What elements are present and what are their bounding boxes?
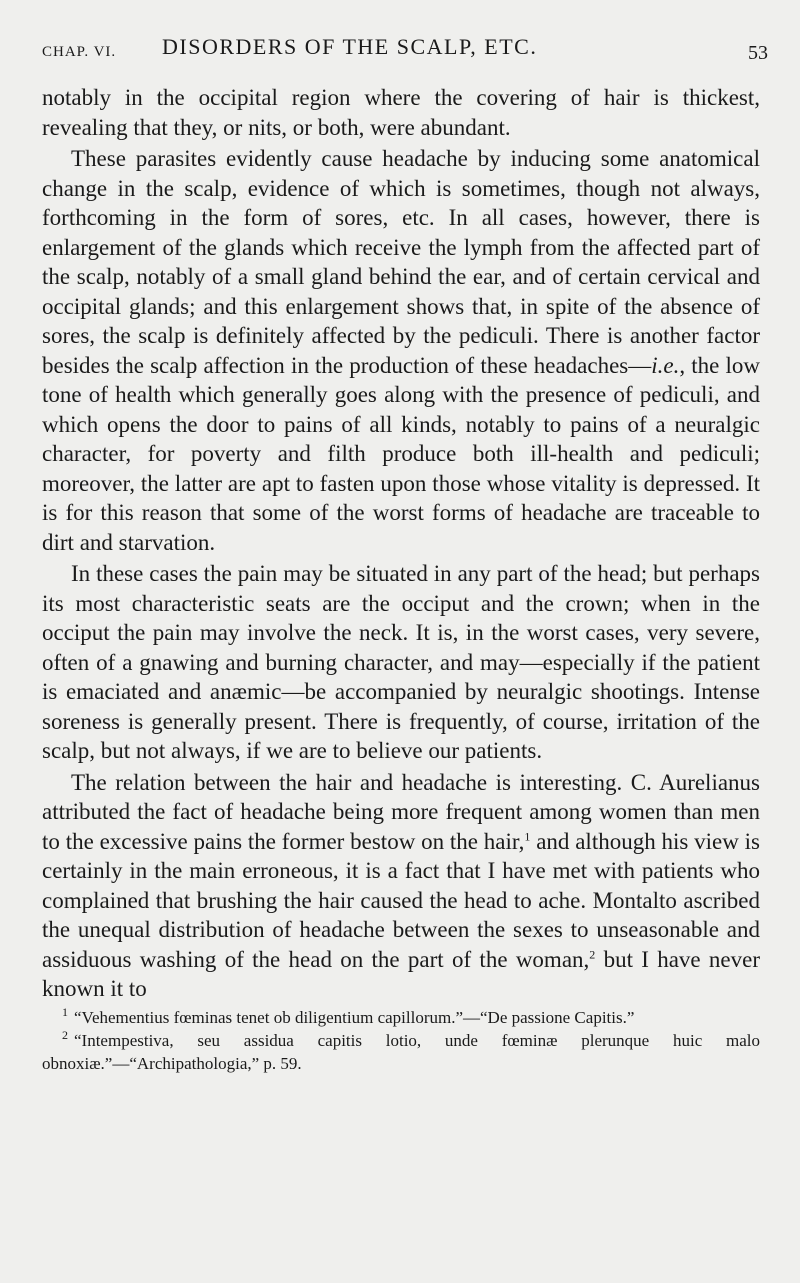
footnote-number: 1 — [62, 1004, 68, 1019]
paragraph-continued: notably in the occipital region where the covering of hair is thickest, revealing that they, or nits, or both, were abundant. — [42, 85, 760, 140]
footnote-text: “Intempestiva, seu assidua capitis lotio, unde fœminæ plerunque huic malo obnoxiæ.”—“Archipathologia,” p. 59. — [42, 1030, 760, 1073]
footnote-number: 2 — [62, 1027, 68, 1042]
footnote-text: “Vehementius fœminas tenet ob diligentium capillorum.”—“De passione Capitis.” — [74, 1007, 635, 1027]
body-text — [42, 83, 760, 1004]
paragraph-text: but I have never known it to — [42, 946, 761, 1001]
running-head — [42, 30, 768, 70]
paragraph-hair-relation — [42, 768, 760, 1004]
italic-abbreviation: i.e. — [651, 352, 680, 378]
paragraph-pain-location: In these cases the pain may be situated in any part of the head; but perhaps its most characteristic seats are the occiput and the crown; when in the occiput the pain may involve the neck. It is, in the worst cases, very severe, often of a gnawing and burning character, and may—especially if the patient is emaciated and anæmic—be accompanied by neuralgic shootings. Intense soreness is generally present. There is frequently, of course, irritation of the scalp, but not always, if we are to believe our patients. — [42, 561, 760, 763]
page-number: 53 — [748, 42, 768, 64]
paragraph-text: , the low tone of health which generally goes along with the presence of pediculi, and which opens the door to pains of all kinds, notably to pains of a neuralgic character, for poverty and filth produce both ill-health and pediculi; moreover, the latter are apt to fasten upon those whose vitality is depressed. It is for this reason that some of the worst forms of headache are traceable to dirt and starvation. — [42, 352, 761, 555]
footnote-2 — [42, 1029, 760, 1075]
chapter-label: CHAP. VI. — [42, 44, 117, 60]
paragraph-text: and although his view is certainly in the main erroneous, it is a fact that I have met with patients who complained that brushing the hair caused the head to ache. Montalto ascribed the unequal distribution of headache between the sexes to unseasonable and assiduous washing of the head on the part of the woman, — [42, 828, 761, 972]
page-content — [42, 30, 768, 1075]
chapter-title: DISORDERS OF THE SCALP, ETC. — [162, 34, 538, 59]
paragraph-text: These parasites evidently cause headache by inducing some anatomical change in the scalp, evidence of which is sometimes, though not always, forthcoming in the form of sores, etc. In all cases, however, there is enlargement of the glands which receive the lymph from the affected part of the scalp, notably of a small gland behind the ear, and of certain cervical and occipital glands; and this enlargement shows that, in spite of the absence of sores, the scalp is definitely affected by the pediculi. There is another factor besides the scalp affection in the production of these headaches— — [42, 146, 760, 378]
footnote-ref-1: 1 — [524, 828, 531, 843]
footnote-ref-2: 2 — [589, 946, 596, 961]
footnote-1 — [42, 1006, 760, 1029]
paragraph-parasites — [42, 144, 760, 557]
footnotes — [42, 1006, 760, 1075]
paragraph-text: The relation between the hair and headache is interesting. C. Aurelianus attributed the fact of headache being more frequent among women than men to the excessive pains the former bestow on the hair, — [42, 769, 760, 854]
